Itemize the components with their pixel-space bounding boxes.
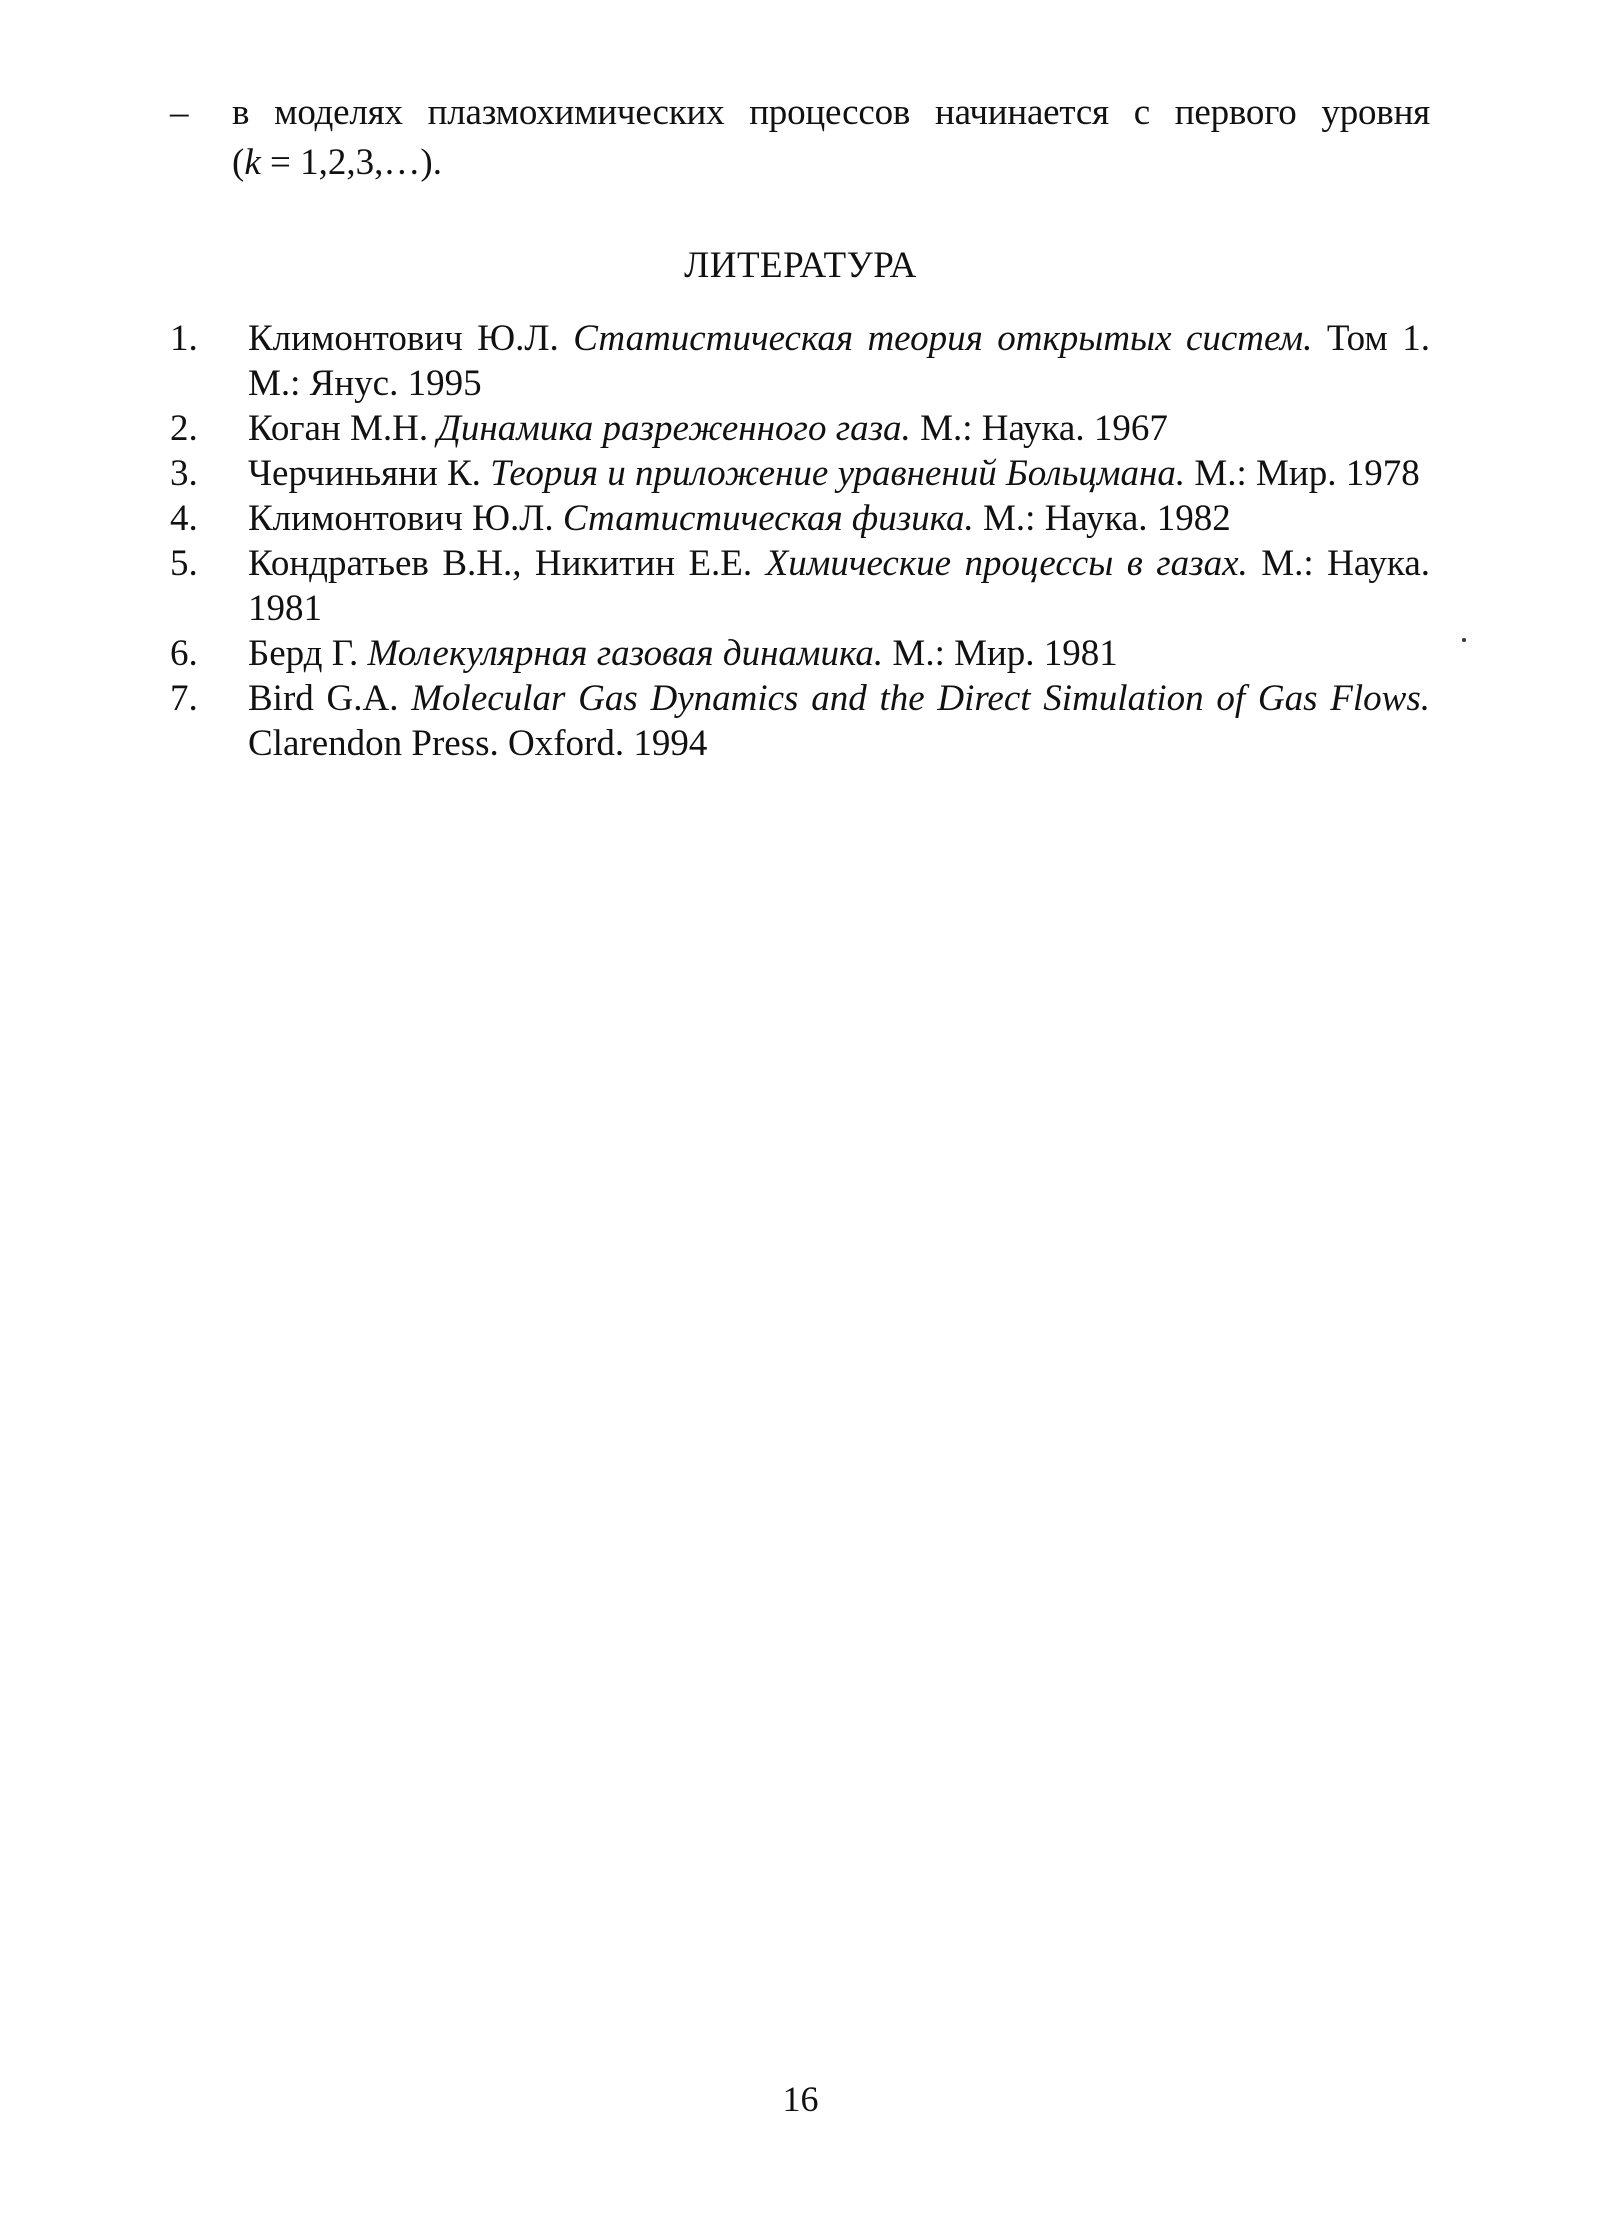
section-heading: ЛИТЕРАТУРА: [684, 245, 917, 286]
reference-item: [170, 676, 1430, 766]
page-number: 16: [782, 2079, 819, 2119]
reference-number: 7.: [170, 678, 198, 719]
reference-number: 5.: [170, 543, 198, 584]
reference-text: [248, 676, 1430, 766]
reference-text: [248, 631, 1430, 676]
reference-publication: М.: Мир. 1978: [1185, 453, 1420, 494]
reference-item: [170, 631, 1430, 676]
reference-title: Molecular Gas Dynamics and the Direct Simulation of Gas Flows.: [411, 678, 1430, 719]
reference-title: Химические процессы в газах.: [765, 543, 1248, 584]
reference-title: Теория и приложение уравнений Больцмана.: [490, 453, 1186, 494]
reference-author: Коган М.Н.: [248, 408, 438, 449]
reference-author: Климонтович Ю.Л.: [248, 318, 574, 359]
intro-paren-open: (: [232, 142, 245, 183]
reference-publication: М.: Наука. 1967: [910, 408, 1168, 449]
reference-author: Берд Г.: [248, 633, 368, 674]
reference-publication: Том 1. М.: Янус. 1995: [248, 318, 1431, 404]
list-dash: –: [170, 92, 189, 133]
intro-text: [232, 88, 1430, 188]
reference-publication: М.: Мир. 1981: [883, 633, 1118, 674]
reference-author: Климонтович Ю.Л.: [248, 498, 563, 539]
reference-item: [170, 316, 1430, 406]
reference-author: Кондратьев В.Н., Никитин Е.Е.: [248, 543, 766, 584]
intro-line-2-rest: = 1,2,3,…).: [260, 142, 442, 183]
reference-number: 3.: [170, 453, 198, 494]
reference-number: 2.: [170, 408, 198, 449]
reference-title: Статистическая теория открытых систем.: [573, 318, 1313, 359]
intro-paragraph: [170, 88, 1430, 188]
reference-number: 4.: [170, 498, 198, 539]
reference-title: Статистическая физика.: [562, 498, 974, 539]
reference-number: 6.: [170, 633, 198, 674]
reference-author: Черчиньяни К.: [248, 453, 491, 494]
reference-author: Bird G.A.: [248, 678, 412, 719]
intro-line-1: в моделях плазмохимических процессов начинается с первого уровня: [232, 92, 1430, 133]
reference-item: [170, 541, 1430, 631]
reference-text: [248, 451, 1430, 496]
intro-variable-k: k: [244, 142, 261, 183]
reference-publication: М.: Наука. 1981: [248, 543, 1430, 629]
reference-text: [248, 406, 1430, 451]
reference-text: [248, 316, 1430, 406]
scan-speck: [1462, 638, 1466, 642]
reference-number: 1.: [170, 318, 198, 359]
reference-publication: Clarendon Press. Oxford. 1994: [248, 723, 708, 764]
reference-text: [248, 496, 1430, 541]
reference-title: Динамика разреженного газа.: [437, 408, 911, 449]
reference-publication: М.: Наука. 1982: [973, 498, 1231, 539]
intro-line-2: [232, 138, 1430, 188]
reference-item: [170, 496, 1430, 541]
reference-item: [170, 406, 1430, 451]
reference-item: [170, 451, 1430, 496]
reference-title: Молекулярная газовая динамика.: [367, 633, 884, 674]
reference-list: [170, 316, 1430, 766]
reference-text: [248, 541, 1430, 631]
